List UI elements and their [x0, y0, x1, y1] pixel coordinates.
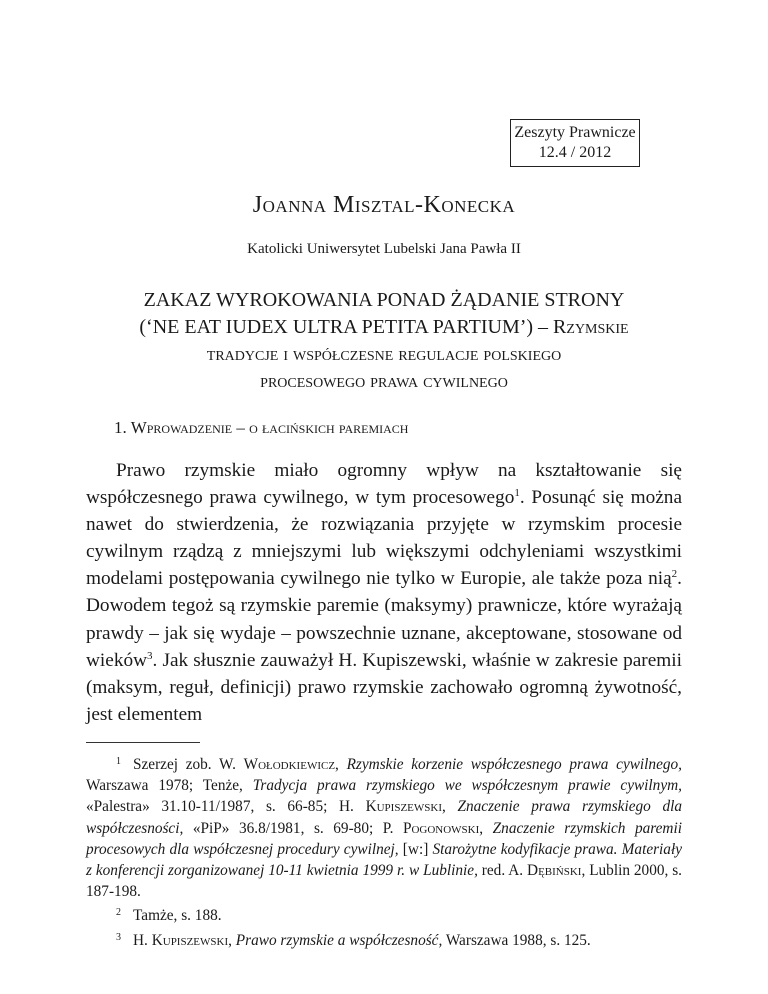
footnote-work-title: Starożytne kodyfikacje prawa. Materiały z konferencji zorganizowanej 10-11 kwietnia 1999 r. w Lublinie, — [86, 840, 682, 880]
footnote-text: «Palestra» 31.10-11/1987, s. 66-85; H. — [86, 798, 366, 816]
journal-name: Zeszyty Prawnicze — [514, 124, 636, 141]
footnote-work-title: Znaczenie prawa rzymskiego dla współczesności, — [86, 798, 682, 837]
journal-info-box — [510, 119, 640, 167]
body-text-span: Prawo rzymskie miało ogromny wpływ na kształtowanie się współczesnego prawa cywilnego, w tym procesowego — [86, 460, 682, 509]
footnote-text: H. — [133, 931, 152, 949]
footnote-work-title: Rzymskie korzenie współczesnego prawa cywilnego, — [346, 756, 682, 773]
footnote-3 — [86, 927, 682, 951]
title-line: procesowego prawa cywilnego — [260, 370, 508, 392]
title-line: ZAKAZ WYROKOWANIA PONAD ŻĄDANIE STRONY — [143, 289, 625, 311]
footnote-1 — [86, 751, 682, 902]
footnote-author: Pogonowski — [402, 819, 480, 837]
footnote-ref-3[interactable]: 3 — [147, 649, 153, 662]
footnote-text: , — [479, 819, 493, 837]
author-name: Joanna Misztal-Konecka — [252, 192, 516, 218]
footnote-text: [w:] — [398, 840, 433, 858]
footnote-text: Szerzej zob. W. — [133, 756, 244, 773]
footnote-text: , — [335, 756, 347, 773]
body-paragraph — [86, 457, 682, 728]
footnote-work-title: Znaczenie rzymskich paremii procesowych dla współczesnej procedury cywilnej, — [86, 819, 682, 858]
footnote-text: , — [442, 798, 458, 816]
footnote-work-title: Prawo rzymskie a współczesność, — [235, 931, 443, 949]
footnote-number: 3 — [116, 931, 121, 943]
footnote-text: Warszawa 1988, s. 125. — [442, 931, 591, 949]
footnote-text: , Lublin 2000, s. 187-198. — [86, 862, 682, 901]
body-text-span: . Dowodem tegoż są rzymskie paremie (maksymy) prawnicze, które wyrażają prawdy – jak się wydaje – powszechnie uznane, akceptowane, stosowane od wieków — [86, 568, 682, 671]
footnote-number: 2 — [116, 907, 121, 919]
footnote-work-title: Tradycja prawa rzymskiego we współczesnym prawie cywilnym, — [252, 777, 682, 795]
footnote-number: 1 — [116, 756, 121, 767]
journal-issue: 12.4 / 2012 — [538, 144, 612, 161]
footnote-text: , — [228, 931, 236, 949]
footnote-author: Kupiszewski — [365, 798, 442, 816]
footnote-author: Kupiszewski — [151, 931, 229, 949]
section-heading: 1. Wprowadzenie – o łacińskich paremiach — [114, 418, 409, 437]
title-line: tradycje i współczesne regulacje polskiego — [206, 343, 562, 365]
footnote-author: Dębiński — [527, 862, 582, 880]
footnote-text: Warszawa 1978; Tenże, — [86, 777, 253, 795]
footnote-ref-2[interactable]: 2 — [671, 568, 678, 581]
footnote-text: «PiP» 36.8/1981, s. 69-80; P. — [183, 819, 403, 837]
title-line: (‘NE EAT IUDEX ULTRA PETITA PARTIUM’) – Rzymskie — [139, 316, 629, 338]
footnote-text: Tamże, s. 188. — [133, 907, 222, 925]
author-affiliation: Katolicki Uniwersytet Lubelski Jana Pawła II — [247, 241, 521, 257]
footnote-author: Wołodkiewicz — [243, 756, 336, 773]
footnote-text: red. A. — [477, 862, 528, 880]
article-title — [90, 287, 678, 395]
body-text — [86, 457, 682, 728]
body-text-span: . Jak słusznie zauważył H. Kupiszewski, właśnie w zakresie paremii (maksym, reguł, definicji) prawo rzymskie zachowało ogromną żywotność, jest elementem — [86, 649, 682, 725]
footnotes — [86, 751, 682, 951]
footnote-2 — [86, 902, 682, 926]
body-text-span: . Posunąć się można nawet do stwierdzenia, że rozwiązania przyjęte w rzymskim procesie cywilnym rządzą z mniejszymi lub większymi odchyleniami wszystkimi modelami postępowania cywilnego nie tylko w Europie, ale także poza nią — [86, 487, 683, 590]
footnote-ref-1[interactable]: 1 — [514, 487, 520, 500]
footnote-separator — [86, 742, 200, 743]
